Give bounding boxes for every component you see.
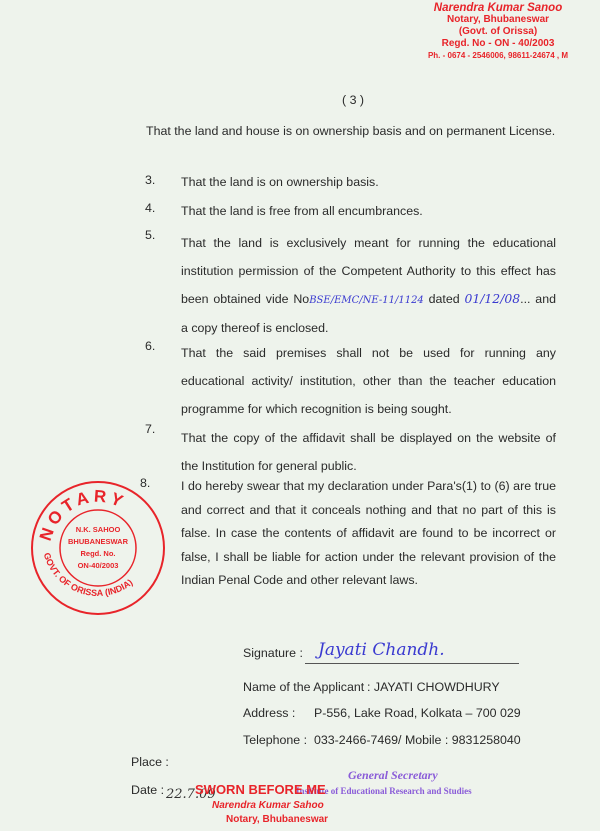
telephone-label: Telephone : bbox=[243, 733, 308, 747]
item-text: That the land is free from all encumbrances. bbox=[181, 204, 423, 218]
item-number: 4. bbox=[145, 201, 156, 215]
sworn-name: Narendra Kumar Sahoo bbox=[212, 800, 324, 811]
item-number: 6. bbox=[145, 339, 156, 353]
stamp-line: Regd. No - ON - 40/2003 bbox=[441, 38, 555, 49]
address-value: P-556, Lake Road, Kolkata – 700 029 bbox=[314, 706, 521, 720]
item-text bbox=[181, 230, 556, 342]
handwritten-date: 01/12/08 bbox=[464, 291, 521, 306]
sworn-line: Notary, Bhubaneswar bbox=[226, 814, 329, 825]
notary-seal bbox=[28, 478, 168, 618]
item-text: That the copy of the affidavit shall be displayed on the website of the Institution for general public. bbox=[181, 431, 556, 473]
item-number: 5. bbox=[145, 228, 156, 242]
seal-line: N.K. SAHOO bbox=[75, 525, 121, 534]
seal-bottom-text: GOVT. OF ORISSA (INDIA) bbox=[41, 551, 135, 599]
handwritten-date: 22.7.09 bbox=[166, 787, 216, 802]
seal-top-text: NOTARY bbox=[35, 486, 130, 544]
date-label: Date : bbox=[131, 783, 165, 797]
seal-line: ON-40/2003 bbox=[77, 561, 119, 570]
item-number: 3. bbox=[145, 173, 156, 187]
handwritten-ref-no: BSE/EMC/NE-11/1124 bbox=[309, 295, 424, 306]
page-number: ( 3 ) bbox=[342, 93, 365, 107]
item-text-after: ... and a copy thereof is enclosed. bbox=[181, 292, 556, 335]
signature-label: Signature : bbox=[243, 646, 303, 660]
item-text: That the land is on ownership basis. bbox=[181, 175, 379, 189]
seal-line: BHUBANESWAR bbox=[68, 537, 128, 546]
stamp-line: Ph. - 0674 - 2546006, 98611-24674 , M bbox=[427, 51, 569, 60]
intro-paragraph: That the land and house is on ownership basis and on permanent License. bbox=[146, 124, 556, 138]
applicant-name: : JAYATI CHOWDHURY bbox=[367, 680, 500, 694]
item-number: 7. bbox=[145, 422, 156, 436]
top-notary-stamp bbox=[398, 2, 598, 62]
stamp-line: Narendra Kumar Sanoo bbox=[433, 2, 563, 14]
item-text: I do hereby swear that my declaration under Para's(1) to (6) are true and correct and that it conceals nothing and that no part of this is false. In case the contents of affidavit are found to be incorrect or false, I shall be liable for action under the relevant provision of the Indian Penal Code and other relevant laws. bbox=[181, 479, 556, 587]
place-label: Place : bbox=[131, 755, 169, 769]
address-label: Address : bbox=[243, 706, 296, 720]
sworn-heading: SWORN BEFORE ME bbox=[195, 782, 326, 797]
stamp-line: Notary, Bhubaneswar bbox=[446, 14, 550, 25]
svg-text:GOVT. OF ORISSA (INDIA) bbox=[42, 551, 135, 598]
item-text: That the said premises shall not be used for running any educational activity/ institution, other than the teacher education programme for which recognition is being sought. bbox=[181, 346, 556, 416]
signature-line bbox=[305, 663, 519, 664]
secretary-org: Institute of Educational Research and Studies bbox=[296, 786, 472, 796]
applicant-signature: Jayati Chandh. bbox=[318, 640, 445, 660]
item-number: 8. bbox=[140, 476, 151, 490]
name-label: Name of the Applicant bbox=[243, 680, 365, 694]
stamp-line: (Govt. of Orissa) bbox=[458, 26, 538, 37]
seal-line: Regd. No. bbox=[80, 549, 116, 558]
item-text-mid: dated bbox=[423, 292, 465, 306]
secretary-title: General Secretary bbox=[348, 768, 438, 782]
telephone-value: 033-2466-7469/ Mobile : 9831258040 bbox=[314, 733, 521, 747]
item-text-before: That the land is exclusively meant for running the educational institution permission of the Competent Authority to this effect has been obtained vide No bbox=[181, 236, 556, 306]
